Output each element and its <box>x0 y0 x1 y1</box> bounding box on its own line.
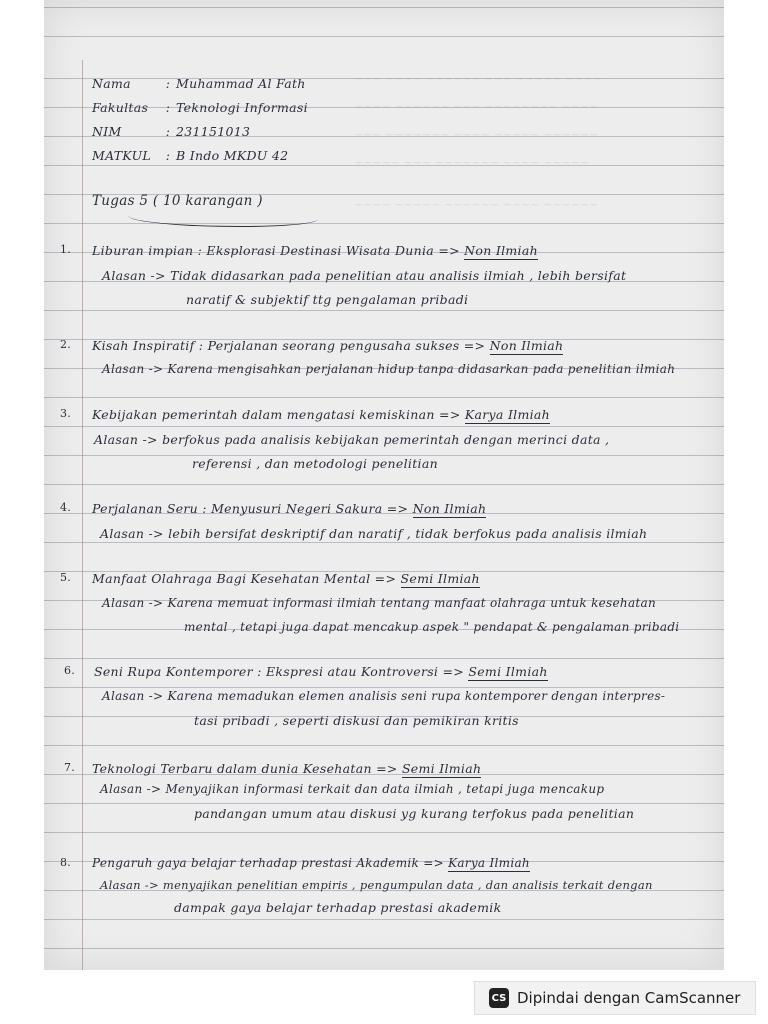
item-category: Karya Ilmiah <box>448 856 530 870</box>
reason-text: Karena memuat informasi ilmiah tentang manfaat olahraga untuk kesehatan <box>167 596 657 610</box>
reason-arrow: -> <box>150 268 166 283</box>
fakultas-label: Fakultas <box>92 100 149 115</box>
item-number: 3. <box>60 407 72 420</box>
reason-text: lebih bersifat deskriptif dan naratif , tidak berfokus pada analisis ilmiah <box>168 526 648 541</box>
show-through-text: ~~~~ ~~~~~~ ~~~ ~~~~~~~~ ~~~~ <box>354 100 599 113</box>
notebook-page <box>44 0 724 970</box>
colon: : <box>165 76 171 91</box>
reason-text: Karena memadukan elemen analisis seni rupa kontemporer dengan interpres- <box>167 689 666 703</box>
header-nama <box>92 76 306 91</box>
task-title: Tugas 5 ( 10 karangan ) <box>92 193 263 209</box>
item-category: Semi Ilmiah <box>401 761 482 776</box>
reason-arrow: -> <box>148 596 164 610</box>
reason-text: tasi pribadi , seperti diskusi dan pemikiran kritis <box>194 713 519 728</box>
item-title: Pengaruh gaya belajar terhadap prestasi Akademik <box>92 856 420 870</box>
item-7-reason-line <box>100 782 604 796</box>
camscanner-watermark <box>474 981 756 1015</box>
reason-text: Menyajikan informasi terkait dan data ilmiah , tetapi juga mencakup <box>165 782 605 796</box>
watermark-text: Dipindai dengan CamScanner <box>517 989 741 1007</box>
item-1-title-line <box>92 243 538 258</box>
title-underline <box>128 208 318 227</box>
nim-value: 231151013 <box>176 124 251 139</box>
reason-label: Alasan <box>102 362 145 376</box>
implies-arrow: => <box>376 761 398 776</box>
item-title: Seni Rupa Kontemporer : Ekspresi atau Kontroversi <box>94 664 439 679</box>
nim-label: NIM <box>92 124 122 139</box>
reason-label: Alasan <box>94 432 139 447</box>
item-number: 5. <box>60 571 72 584</box>
reason-label: Alasan <box>102 268 147 283</box>
item-3-reason-line <box>94 432 609 447</box>
show-through-text: ~~~ ~~~~~~~ ~~~~ ~~~~~ ~~~~~~ <box>354 128 599 141</box>
margin-line <box>82 60 83 970</box>
item-number: 7. <box>64 761 76 774</box>
item-6-reason-line <box>102 689 665 703</box>
header-fakultas <box>92 100 308 115</box>
reason-label: Alasan <box>100 878 141 892</box>
show-through-text: ~~~~~ ~~~ ~~~~~~~ ~~~~ ~~~~~ <box>354 156 590 169</box>
matkul-label: MATKUL <box>92 148 152 163</box>
item-5-title-line <box>92 571 480 586</box>
reason-arrow: -> <box>148 362 164 376</box>
reason-text: menyajikan penelitian empiris , pengumpulan data , dan analisis terkait dengan <box>162 878 653 892</box>
item-3-title-line <box>92 407 550 422</box>
reason-text: dampak gaya belajar terhadap prestasi akademik <box>174 900 502 915</box>
item-2-title-line <box>92 338 563 353</box>
item-category: Non Ilmiah <box>464 243 538 258</box>
item-title: Liburan impian : Eksplorasi Destinasi Wisata Dunia <box>92 243 435 258</box>
reason-text: Tidak didasarkan pada penelitian atau analisis ilmiah , lebih bersifat <box>170 268 627 283</box>
implies-arrow: => <box>374 571 397 586</box>
item-title: Perjalanan Seru : Menyusuri Negeri Sakura <box>92 501 383 516</box>
implies-arrow: => <box>386 501 409 516</box>
reason-text: pandangan umum atau diskusi yg kurang terfokus pada penelitian <box>194 806 635 821</box>
show-through-text: ~~~~ ~~~~~ ~~~~~~ ~~~~ ~~~~~~ <box>354 198 599 211</box>
item-category: Semi Ilmiah <box>400 571 480 586</box>
nama-value: Muhammad Al Fath <box>176 76 306 91</box>
reason-text: berfokus pada analisis kebijakan pemerintah dengan merinci data , <box>162 432 610 447</box>
item-8-reason-line <box>100 878 653 892</box>
reason-text: naratif & subjektif ttg pengalaman pribadi <box>186 292 469 307</box>
item-category: Karya Ilmiah <box>464 407 551 422</box>
reason-text: Karena mengisahkan perjalanan hidup tanpa didasarkan pada penelitian ilmiah <box>167 362 676 376</box>
nama-label: Nama <box>92 76 131 91</box>
item-category: Non Ilmiah <box>489 338 564 353</box>
item-7-title-line <box>92 761 481 776</box>
item-8-title-line <box>92 856 530 870</box>
item-category: Non Ilmiah <box>412 501 487 516</box>
reason-arrow: -> <box>146 782 162 796</box>
reason-arrow: -> <box>142 432 158 447</box>
implies-arrow: => <box>463 338 486 353</box>
item-number: 8. <box>60 856 72 869</box>
item-number: 2. <box>60 338 72 351</box>
reason-arrow: -> <box>144 878 159 892</box>
matkul-value: B Indo MKDU 42 <box>176 148 289 163</box>
reason-text: referensi , dan metodologi penelitian <box>192 456 438 471</box>
header-nim <box>92 124 250 139</box>
item-number: 1. <box>60 243 72 256</box>
reason-label: Alasan <box>100 782 143 796</box>
reason-label: Alasan <box>102 689 145 703</box>
colon: : <box>165 124 171 139</box>
item-title: Teknologi Terbaru dalam dunia Kesehatan <box>92 761 372 776</box>
item-5-reason-line <box>102 596 656 610</box>
reason-text: mental , tetapi juga dapat mencakup aspek " pendapat & pengalaman pribadi <box>184 620 680 634</box>
item-6-title-line <box>94 664 548 679</box>
item-title: Manfaat Olahraga Bagi Kesehatan Mental <box>92 571 371 586</box>
reason-label: Alasan <box>102 596 145 610</box>
reason-arrow: -> <box>148 689 164 703</box>
header-matkul <box>92 148 288 163</box>
colon: : <box>165 148 171 163</box>
item-2-reason-line <box>102 362 675 376</box>
item-title: Kisah Inspiratif : Perjalanan seorang pengusaha sukses <box>92 338 460 353</box>
camscanner-logo-icon: CS <box>489 988 509 1008</box>
colon: : <box>165 100 171 115</box>
reason-label: Alasan <box>100 526 145 541</box>
implies-arrow: => <box>442 664 465 679</box>
item-4-reason-line <box>100 526 647 541</box>
implies-arrow: => <box>438 243 460 258</box>
reason-arrow: -> <box>148 526 164 541</box>
item-4-title-line <box>92 501 486 516</box>
implies-arrow: => <box>439 407 461 422</box>
show-through-text: ~~~ ~~~~ ~~~~~~ ~~~ ~~~~~ ~~~~ <box>354 72 602 85</box>
item-number: 6. <box>64 664 76 677</box>
item-number: 4. <box>60 501 72 514</box>
fakultas-value: Teknologi Informasi <box>176 100 308 115</box>
item-title: Kebijakan pemerintah dalam mengatasi kemiskinan <box>92 407 435 422</box>
item-category: Semi Ilmiah <box>468 664 548 679</box>
item-1-reason-line <box>102 268 626 283</box>
implies-arrow: => <box>423 856 444 870</box>
